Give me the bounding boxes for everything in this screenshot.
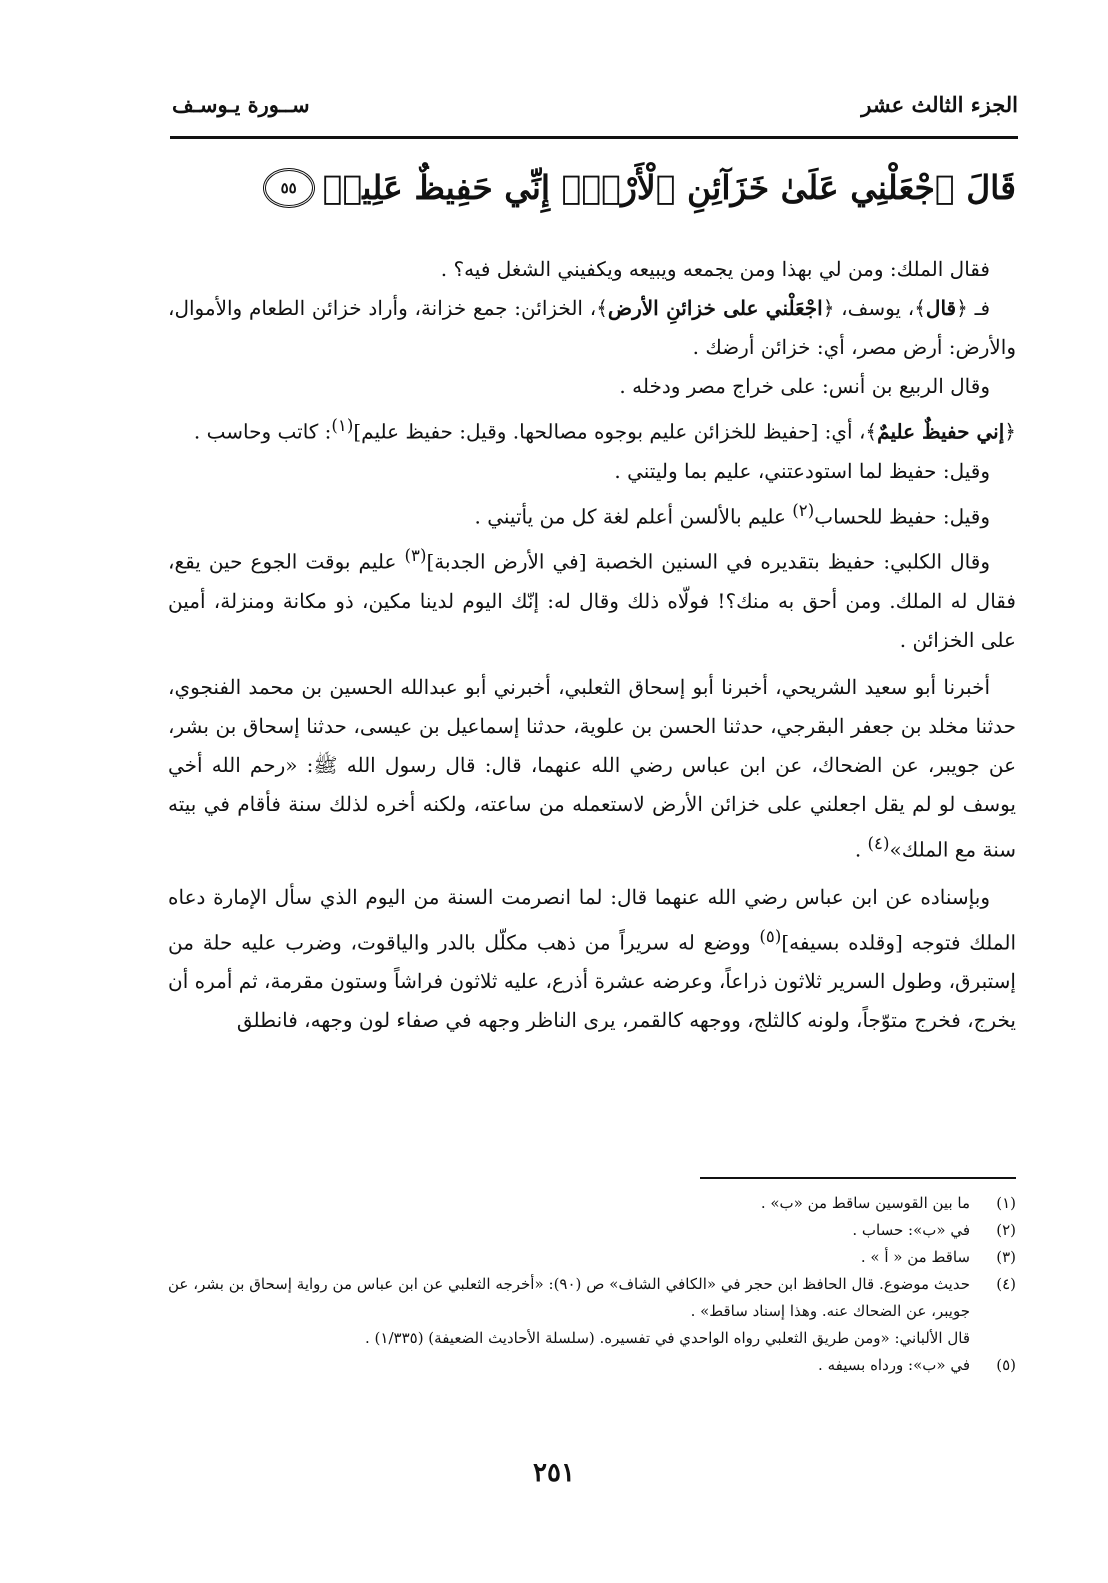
footnote-number: (٣) bbox=[996, 1248, 1016, 1266]
footnote-ref[interactable]: (١) bbox=[331, 416, 354, 435]
paragraph-4 bbox=[168, 406, 1016, 452]
footnote-ref[interactable]: (٥) bbox=[759, 926, 782, 946]
ayah-number-marker bbox=[263, 168, 315, 208]
header-part-title: الجزء الثالث عشر bbox=[861, 91, 1018, 117]
footnote-number: (٢) bbox=[996, 1221, 1016, 1239]
footnote-ref[interactable]: (٣) bbox=[404, 546, 427, 566]
footnote-number bbox=[970, 1325, 1016, 1352]
paragraph-7 bbox=[168, 536, 1016, 660]
footnotes bbox=[168, 1190, 1016, 1379]
text-fragment: : كاتب وحاسب . bbox=[193, 419, 332, 444]
header-rule bbox=[170, 136, 1018, 139]
text-fragment: أخبرنا أبو سعيد الشريحي، أخبرنا أبو إسحاق الثعلبي، أخبرني أبو عبدالله الحسين بن محمد الفنجوي، حدثنا مخلد بن جعفر البقرجي، حدثنا الحسن بن علوية، حدثنا إسماعيل بن عيسى، حدثنا إسحاق بن بشر، عن جويبر، عن الضحاك، عن ابن عباس رضي الله عنهما، قال: قال رسول الله ﷺ: «رحم الله أخي يوسف لو لم يقل اجعلني على خزائن الأرض لاستعمله من ساعته، ولكنه أخره لذلك سنة فأقام في بيته سنة مع الملك» bbox=[168, 674, 1016, 862]
paragraph-8 bbox=[168, 668, 1016, 870]
text-fragment: ﴾، أي: [حفيظ للخزائن عليم بوجوه مصالحها. وقيل: حفيظ عليم] bbox=[353, 419, 878, 444]
text-fragment: ووضع له سريراً من ذهب مكلّل بالدر والياقوت، وضرب عليه حلة من إستبرق، وطول السرير ثلاثون ذراعاً، وعرضه عشرة أذرع، عليه ثلاثون فراشاً وستون مقرمة، ثم أمره أن يخرج، فخرج متوّجاً، ولونه كالثلج، ووجهه كالقمر، يرى الناظر وجهه في صفاء لون وجهه، فانطلق bbox=[168, 930, 1016, 1033]
footnote-number: (١) bbox=[996, 1194, 1016, 1212]
footnote-text: في «ب»: حساب . bbox=[852, 1221, 970, 1239]
header-surah-title: ســورة يـوسـف bbox=[172, 91, 310, 117]
footnote-item bbox=[168, 1271, 1016, 1325]
footnote-text: ساقط من « أ » . bbox=[860, 1248, 970, 1266]
paragraph-1-text: فقال الملك: ومن لي بهذا ومن يجمعه ويبيعه ويكفيني الشغل فيه؟ . bbox=[440, 257, 990, 281]
text-fragment: . bbox=[854, 837, 868, 862]
footnote-rule bbox=[700, 1177, 1016, 1179]
paragraph-1 bbox=[168, 250, 1016, 289]
footnote-item bbox=[168, 1325, 1016, 1352]
paragraph-3 bbox=[168, 367, 1016, 406]
verse-text: قَالَ ٱجْعَلْنِي عَلَىٰ خَزَآئِنِ ٱلْأَرْضِۖ إِنِّي حَفِيظٌ عَلِيمٞ bbox=[322, 168, 1016, 207]
commentary-body bbox=[168, 250, 1016, 1040]
footnote-ref[interactable]: (٤) bbox=[867, 833, 890, 853]
text-fragment: وقيل: حفيظ للحساب bbox=[814, 504, 990, 529]
text-fragment: ﴾، يوسف، ﴿ bbox=[822, 296, 926, 320]
quran-verse bbox=[156, 158, 1016, 218]
footnote-text: قال الألباني: «ومن طريق الثعلبي رواه الواحدي في تفسيره. (سلسلة الأحاديث الضعيفة) (١/٣٣٥) . bbox=[365, 1329, 970, 1347]
footnote-item bbox=[168, 1244, 1016, 1271]
quoted-quran: اجْعَلْني على خزائنِ الأرض bbox=[607, 296, 823, 320]
running-header bbox=[172, 86, 1018, 122]
paragraph-6 bbox=[168, 491, 1016, 537]
footnote-ref[interactable]: (٢) bbox=[792, 500, 815, 520]
quoted-quran: إني حفيظٌ عليمٌ bbox=[877, 419, 1005, 444]
footnote-text: ما بين القوسين ساقط من «ب» . bbox=[760, 1194, 970, 1212]
text-fragment: عليم بالألسن أعلم لغة كل من يأتيني . bbox=[474, 504, 793, 529]
footnote-number: (٥) bbox=[996, 1356, 1016, 1374]
text-fragment: ﴿ bbox=[1004, 419, 1016, 444]
paragraph-3-text: وقال الربيع بن أنس: على خراج مصر ودخله . bbox=[619, 374, 990, 398]
footnote-item bbox=[168, 1352, 1016, 1379]
footnote-item bbox=[168, 1217, 1016, 1244]
paragraph-5-text: وقيل: حفيظ لما استودعتني، عليم بما وليتني . bbox=[614, 458, 990, 483]
text-fragment: عليم بوقت الجوع حين يقع، فقال له الملك. ومن أحق به منك؟! فولّاه ذلك وقال له: إنّك اليوم لدينا مكين، ذو مكانة ومنزلة، أمين على الخزائن . bbox=[168, 549, 1016, 652]
footnote-text: حديث موضوع. قال الحافظ ابن حجر في «الكافي الشاف» ص (٩٠): «أخرجه الثعلبي عن ابن عباس من رواية إسحاق بن بشر، عن جويبر، عن الضحاك عنه. وهذا إسناد ساقط» . bbox=[168, 1275, 970, 1320]
text-fragment: ﴾، الخزائن: جمع خزانة، وأراد خزائن الطعام والأموال، والأرض: أرض مصر، أي: خزائن أرضك . bbox=[168, 296, 1016, 359]
text-fragment: وبإسناده عن ابن عباس رضي الله عنهما قال: لما انصرمت السنة من اليوم الذي سأل الإمارة دعاه الملك فتوجه [وقلده بسيفه] bbox=[168, 884, 1016, 955]
paragraph-5 bbox=[168, 452, 1016, 491]
page-number: ٢٥١ bbox=[533, 1458, 575, 1488]
ayah-number: ٥٥ bbox=[280, 179, 297, 197]
text-fragment: فـ ﴿ bbox=[956, 296, 991, 320]
footnote-item bbox=[168, 1190, 1016, 1217]
paragraph-2 bbox=[168, 289, 1016, 367]
footnote-number: (٤) bbox=[996, 1275, 1016, 1293]
footnote-text: في «ب»: ورداه بسيفه . bbox=[818, 1356, 970, 1374]
text-fragment: وقال الكلبي: حفيظ بتقديره في السنين الخصبة [في الأرض الجدبة] bbox=[426, 549, 990, 574]
paragraph-9 bbox=[168, 878, 1016, 1041]
quoted-quran: قال bbox=[925, 296, 957, 320]
